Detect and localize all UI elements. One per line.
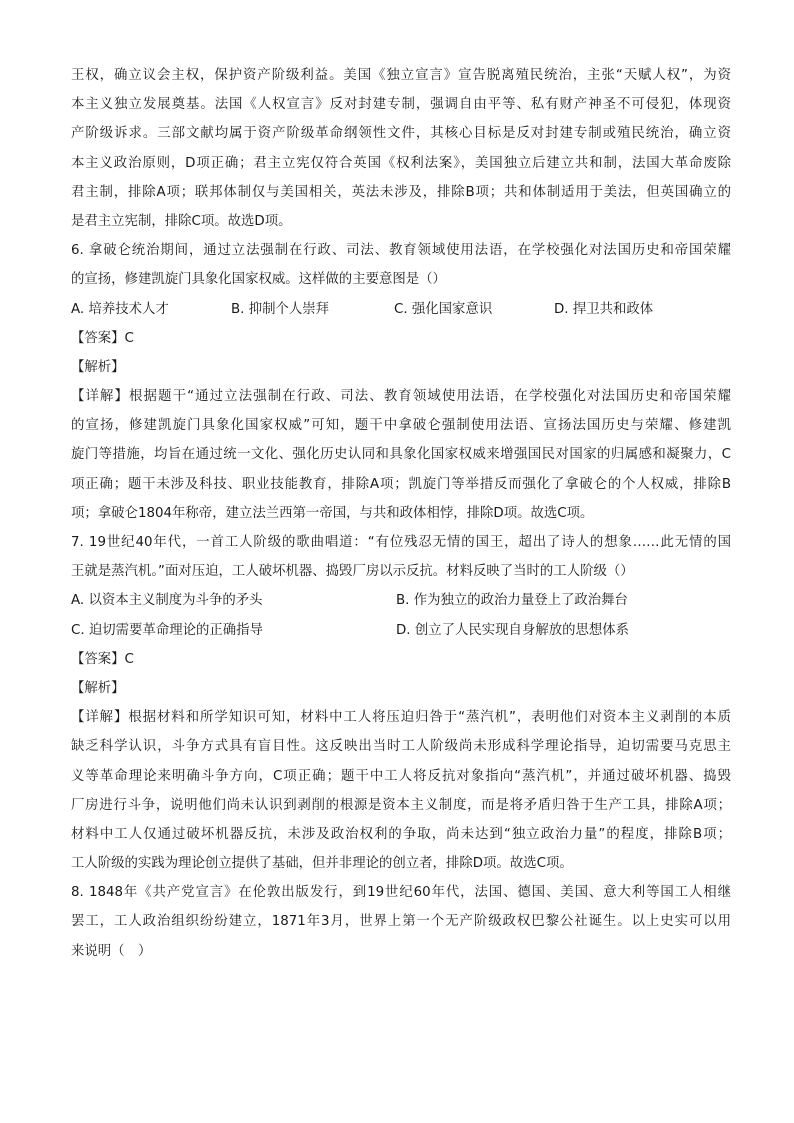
detail-line: 项；拿破仑1804年称帝，建立法兰西第一帝国，与共和政体相悖，排除D项。故选C项。	[71, 505, 594, 521]
question-stem-line: 的宣扬，修建凯旋门具象化国家权威。这样做的主要意图是（）	[71, 272, 446, 288]
answer-label: 【答案】C	[71, 651, 134, 667]
options-row	[71, 295, 731, 324]
detail-line: 的宣扬，修建凯旋门具象化国家权威”可知，题干中拿破仑强制使用法语、宣扬法国历史与荣耀、修建凯	[71, 418, 731, 434]
analysis-label: 【解析】	[71, 359, 125, 375]
question-stem-line: 7. 19世纪40年代，一首工人阶级的歌曲唱道：“有位残忍无情的国王，超出了诗人的想象……此无情的国	[71, 535, 731, 550]
question-stem-line: 王就是蒸汽机。”面对压迫，工人破坏机器、捣毁厂房以示反抗。材料反映了当时的工人阶级（）	[71, 564, 634, 580]
text-line: 王权，确立议会主权，保护资产阶级利益。美国《独立宣言》宣告脱离殖民统治，主张“天赋人权”，为资	[71, 68, 731, 83]
text-line: 本主义政治原则，D项正确；君主立宪仅符合英国《权利法案》，美国独立后建立共和制，法国大革命废除	[71, 155, 731, 171]
detail-line: 厂房进行斗争，说明他们尚未认识到剥削的根源是资本主义制度，而是将矛盾归咎于生产工具，排除A项；	[71, 797, 731, 813]
option-d: D. 捍卫共和政体	[554, 301, 654, 317]
detail-line: 旋门等措施，均旨在通过统一文化、强化历史认同和具象化国家权威来增强国民对国家的归属感和凝聚力，C	[71, 447, 731, 463]
analysis-label: 【解析】	[71, 680, 125, 696]
text-line: 君主制，排除A项；联邦体制仅与美国相关，英法未涉及，排除B项；共和体制适用于美法，但英国确立的	[71, 184, 731, 200]
detail-line: 【详解】根据材料和所学知识可知，材料中工人将压迫归咎于“蒸汽机”，表明他们对资本主义剥削的本质	[71, 710, 731, 726]
option-c: C. 强化国家意识	[394, 301, 493, 317]
options-row	[71, 586, 731, 615]
text-line: 产阶级诉求。三部文献均属于资产阶级革命纲领性文件，其核心目标是反对封建专制或殖民统治，确立资	[71, 126, 731, 142]
detail-line: 材料中工人仅通过破坏机器反抗，未涉及政治权利的争取，尚未达到“独立政治力量”的程度，排除B项；	[71, 826, 731, 842]
options-row	[71, 616, 731, 645]
option-a: A. 以资本主义制度为斗争的矛头	[71, 593, 263, 609]
option-c: C. 迫切需要革命理论的正确指导	[71, 622, 263, 638]
detail-line: 缺乏科学认识，斗争方式具有盲目性。这反映出当时工人阶级尚未形成科学理论指导，迫切需要马克思主	[71, 739, 731, 755]
previous-question-analysis	[71, 61, 731, 236]
question-8	[71, 878, 731, 966]
text-line: 是君主立宪制，排除C项。故选D项。	[71, 213, 292, 229]
question-6	[71, 236, 731, 528]
option-d: D. 创立了人民实现自身解放的思想体系	[396, 622, 630, 638]
detail-line: 【详解】根据题干“通过立法强制在行政、司法、教育领域使用法语，在学校强化对法国历史和帝国荣耀	[71, 389, 731, 405]
question-stem-line: 罢工，工人政治组织纷纷建立，1871年3月，世界上第一个无产阶级政权巴黎公社诞生。以上史实可以用	[71, 914, 731, 930]
answer-label: 【答案】C	[71, 330, 134, 346]
option-b: B. 作为独立的政治力量登上了政治舞台	[396, 593, 628, 609]
question-stem-line: 8. 1848年《共产党宣言》在伦敦出版发行，到19世纪60年代，法国、德国、美国、意大利等国工人相继	[71, 885, 731, 901]
option-a: A. 培养技术人才	[71, 301, 169, 317]
detail-line: 项正确；题干未涉及科技、职业技能教育，排除A项；凯旋门等举措反而强化了拿破仑的个人权威，排除B	[71, 476, 731, 492]
question-stem-line: 来说明（ ）	[71, 943, 152, 959]
question-7	[71, 528, 731, 878]
text-line: 本主义独立发展奠基。法国《人权宣言》反对封建专制，强调自由平等、私有财产神圣不可侵犯，体现资	[71, 97, 731, 113]
detail-line: 义等革命理论来明确斗争方向，C项正确；题干中工人将反抗对象指向“蒸汽机”，并通过破坏机器、捣毁	[71, 768, 731, 784]
option-b: B. 抑制个人崇拜	[231, 301, 330, 317]
document-body	[71, 61, 731, 966]
detail-line: 工人阶级的实践为理论创立提供了基础，但并非理论的创立者，排除D项。故选C项。	[71, 856, 573, 872]
question-stem-line: 6. 拿破仑统治期间，通过立法强制在行政、司法、教育领域使用法语，在学校强化对法国历史和帝国荣耀	[71, 243, 731, 259]
